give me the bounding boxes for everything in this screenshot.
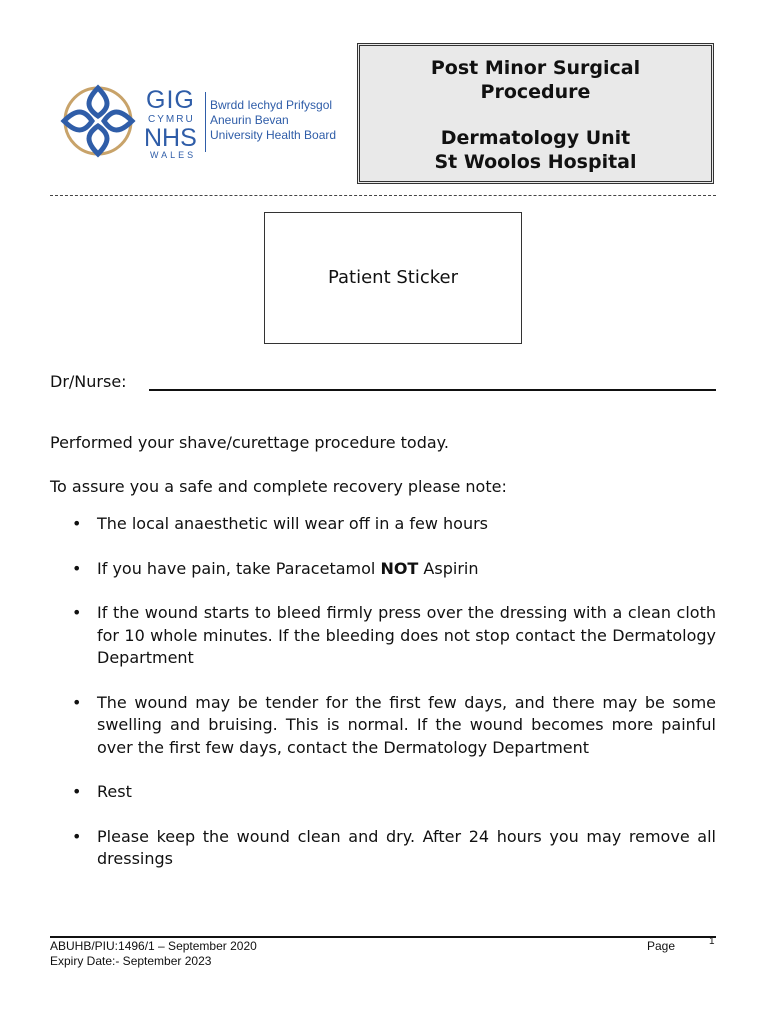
list-item	[50, 826, 716, 871]
page-number: 1	[709, 936, 715, 947]
celtic-knot-icon	[58, 82, 142, 160]
footer-divider	[50, 936, 716, 938]
bullet-icon: •	[72, 826, 82, 846]
bullet-text: Rest	[97, 782, 132, 801]
logo-divider	[205, 92, 206, 152]
assure-text: To assure you a safe and complete recovery please note:	[50, 477, 507, 496]
performed-text: Performed your shave/curettage procedure today.	[50, 433, 449, 452]
document-title-box	[357, 43, 714, 184]
board-name-line-1: Bwrdd Iechyd Prifysgol	[210, 98, 333, 112]
board-name-line-2: Aneurin Bevan	[210, 113, 289, 127]
list-item	[50, 513, 716, 536]
bullet-icon: •	[72, 558, 82, 578]
list-item	[50, 692, 716, 760]
bullet-icon: •	[72, 782, 82, 801]
dr-nurse-signature-line	[149, 389, 716, 391]
bullet-text: The wound may be tender for the first few days, and there may be some swelling and bruising. This is normal. If the wound becomes more painful over the first few days, contact the Dermatology Department	[97, 692, 716, 757]
list-item	[50, 558, 716, 581]
bullet-icon: •	[72, 603, 82, 622]
bullet-text: If the wound starts to bleed firmly press over the dressing with a clean cloth for 10 whole minutes. If the bleeding does not stop contact the Dermatology Department	[97, 603, 716, 667]
board-name-line-3: University Health Board	[210, 128, 337, 142]
title-line-2: Procedure	[480, 81, 591, 103]
bullet-icon: •	[72, 692, 82, 712]
list-item	[50, 781, 716, 804]
bullet-text: Aspirin	[418, 558, 479, 578]
gig-wordmark: GIG	[146, 86, 195, 114]
cymru-wordmark: CYMRU	[148, 114, 195, 125]
header-divider	[50, 195, 716, 196]
bullet-text: Please keep the wound clean and dry. After 24 hours you may remove all dressings	[97, 826, 716, 868]
title-line-1: Post Minor Surgical	[430, 57, 641, 79]
nhs-wordmark: NHS	[144, 124, 197, 152]
health-board-logo	[58, 82, 358, 160]
bullet-emphasis: NOT	[380, 558, 419, 578]
bullet-icon: •	[72, 514, 82, 533]
patient-sticker-box	[264, 212, 522, 344]
title-line-3: Dermatology Unit	[440, 127, 631, 149]
wales-wordmark: WALES	[150, 150, 197, 160]
page-label: Page	[647, 939, 676, 953]
bullet-text: The local anaesthetic will wear off in a few hours	[97, 514, 488, 533]
bullet-text: If you have pain, take Paracetamol	[97, 558, 381, 578]
list-item	[50, 602, 716, 670]
dr-nurse-label: Dr/Nurse:	[50, 372, 127, 391]
patient-sticker-label: Patient Sticker	[327, 267, 459, 288]
health-board-name	[210, 98, 336, 143]
instructions-list	[50, 513, 716, 893]
footer-reference: ABUHB/PIU:1496/1 – September 2020	[50, 939, 257, 953]
footer-expiry: Expiry Date:- September 2023	[50, 954, 212, 968]
title-line-4: St Woolos Hospital	[434, 151, 637, 173]
